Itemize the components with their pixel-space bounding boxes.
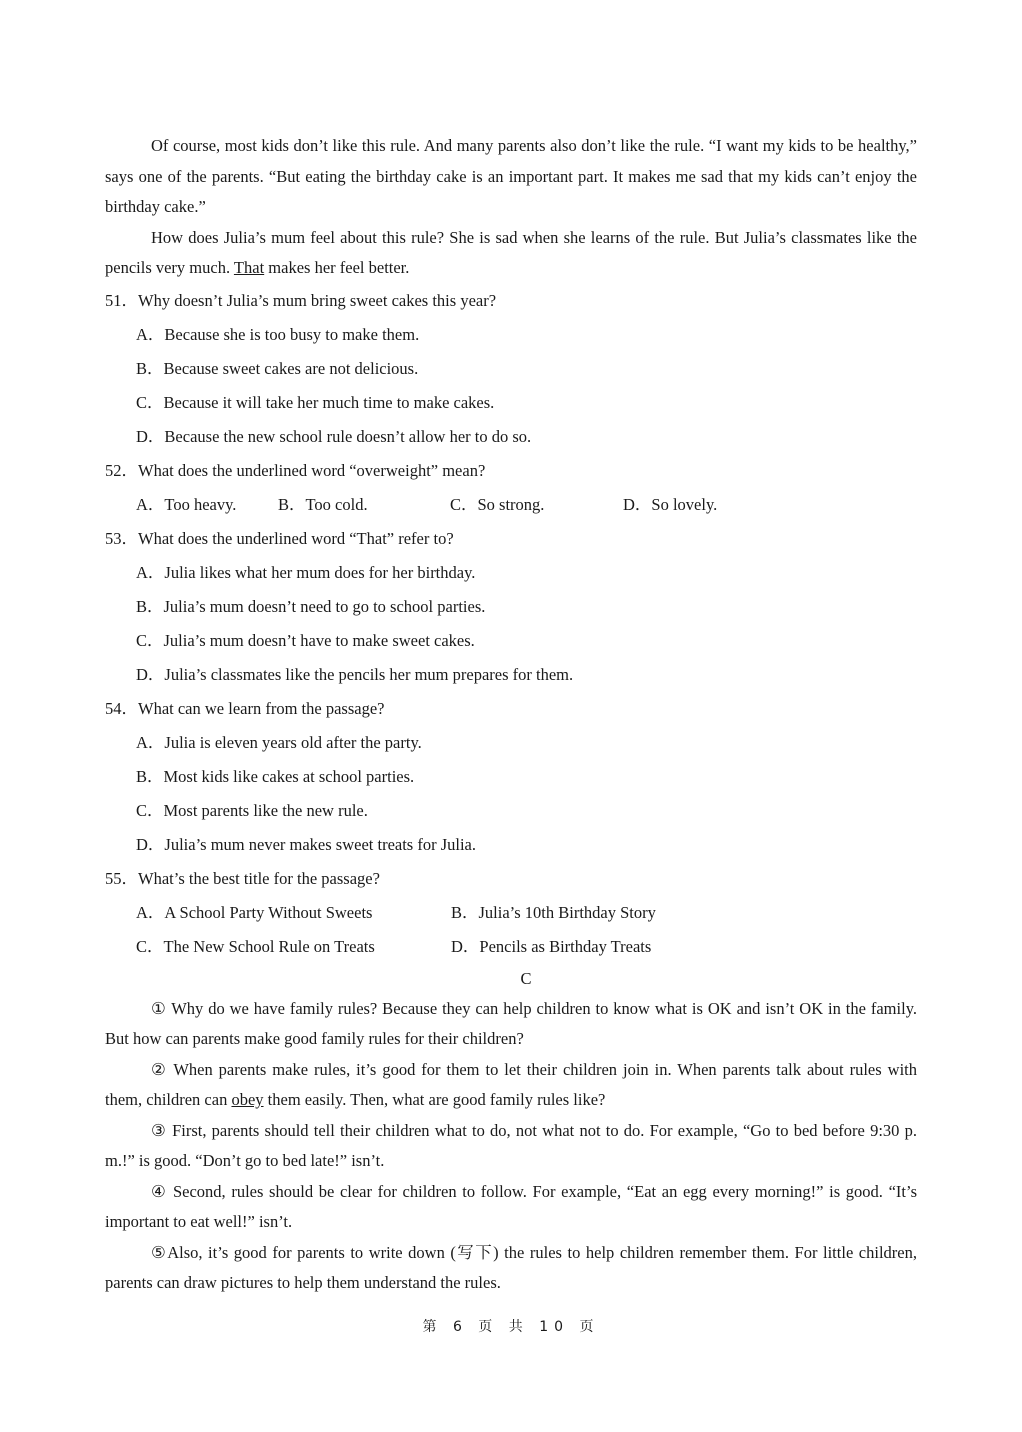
- answer-option: B．Julia’s mum doesn’t need to go to school parties.: [136, 596, 486, 616]
- answer-option: A．Too heavy.: [136, 494, 237, 514]
- section-heading: C: [520, 968, 532, 988]
- passage-paragraph: ⑤Also, it’s good for parents to write down (写下) the rules to help children remember them. For little children, parents can draw pictures to help them understand the rules.: [105, 1242, 917, 1292]
- answer-option: D．So lovely.: [623, 494, 718, 514]
- question-stem: 54．What can we learn from the passage?: [105, 698, 385, 718]
- answer-option: C．Julia’s mum doesn’t have to make sweet cakes.: [136, 630, 475, 650]
- answer-option: D．Because the new school rule doesn’t allow her to do so.: [136, 426, 532, 446]
- passage-paragraph: [105, 223, 917, 284]
- answer-option: B．Julia’s 10th Birthday Story: [451, 902, 656, 922]
- answer-option: D．Julia’s classmates like the pencils her mum prepares for them.: [136, 664, 574, 684]
- page-content: [105, 131, 917, 1299]
- answer-options-row: [105, 930, 917, 964]
- passage-paragraph: ① Why do we have family rules? Because they can help children to know what is OK and isn’t OK in the family. But how can parents make good family rules for their children?: [105, 998, 917, 1048]
- question-stem: 53．What does the underlined word “That” refer to?: [105, 528, 454, 548]
- question-stem: 55．What’s the best title for the passage?: [105, 868, 380, 888]
- page-number-footer: 第 6 页 共 10 页: [422, 1319, 600, 1335]
- answer-option: A．Because she is too busy to make them.: [136, 324, 420, 344]
- question-stem: 52．What does the underlined word “overweight” mean?: [105, 460, 486, 480]
- answer-option: C．Because it will take her much time to make cakes.: [136, 392, 495, 412]
- underlined-word: obey: [231, 1090, 264, 1109]
- answer-option: C．So strong.: [450, 494, 545, 514]
- answer-options-row: [105, 488, 917, 522]
- text-run: ② When parents make rules, it’s good for them to let their children join in. When parents talk about rules with them, children can: [105, 1059, 917, 1109]
- answer-option: B．Too cold.: [278, 494, 368, 514]
- text-run: How does Julia’s mum feel about this rule? She is sad when she learns of the rule. But Julia’s classmates like the pencils very much.: [105, 227, 917, 277]
- text-run: them easily. Then, what are good family rules like?: [263, 1090, 606, 1109]
- answer-option: A．Julia is eleven years old after the party.: [136, 732, 422, 752]
- passage-paragraph: [105, 1055, 917, 1116]
- answer-option: C．The New School Rule on Treats: [136, 936, 375, 956]
- question-stem: 51．Why doesn’t Julia’s mum bring sweet cakes this year?: [105, 290, 497, 310]
- text-run: makes her feel better.: [264, 258, 410, 277]
- answer-option: D．Pencils as Birthday Treats: [451, 936, 652, 956]
- answer-option: B．Because sweet cakes are not delicious.: [136, 358, 419, 378]
- answer-option: A．A School Party Without Sweets: [136, 902, 373, 922]
- passage-paragraph: Of course, most kids don’t like this rule. And many parents also don’t like the rule. “I want my kids to be healthy,” says one of the parents. “But eating the birthday cake is an important part. It makes me sad that my kids can’t enjoy the birthday cake.”: [105, 136, 917, 216]
- passage-paragraph: ③ First, parents should tell their children what to do, not what not to do. For example, “Go to bed before 9:30 p. m.!” is good. “Don’t go to bed late!” isn’t.: [105, 1120, 917, 1170]
- answer-option: A．Julia likes what her mum does for her birthday.: [136, 562, 476, 582]
- answer-option: C．Most parents like the new rule.: [136, 800, 368, 820]
- answer-option: D．Julia’s mum never makes sweet treats for Julia.: [136, 834, 476, 854]
- answer-option: B．Most kids like cakes at school parties.: [136, 766, 415, 786]
- answer-options-row: [105, 896, 917, 930]
- passage-paragraph: ④ Second, rules should be clear for children to follow. For example, “Eat an egg every morning!” is good. “It’s important to eat well!” isn’t.: [105, 1181, 917, 1231]
- underlined-word: That: [233, 258, 265, 277]
